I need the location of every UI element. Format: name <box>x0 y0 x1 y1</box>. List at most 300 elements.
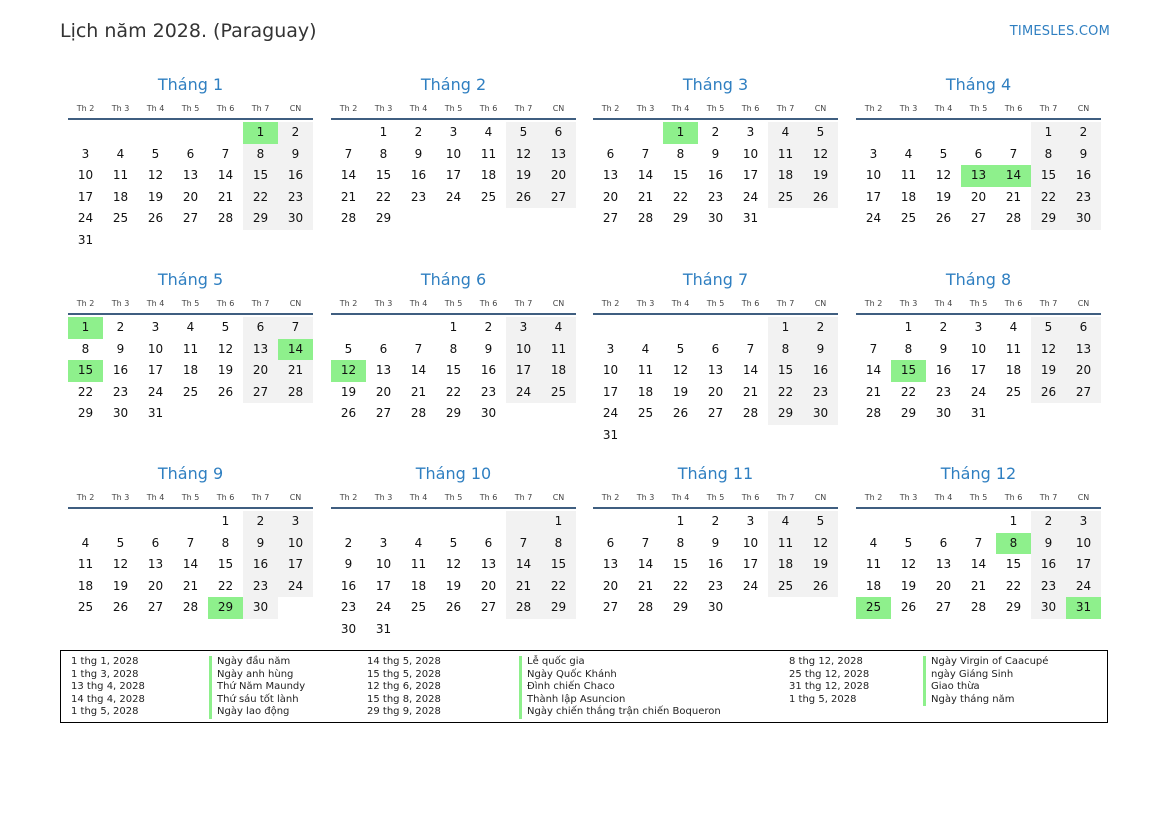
weekday-header <box>593 491 838 509</box>
day-cell: 26 <box>935 211 952 226</box>
site-link[interactable]: TIMESLES.COM <box>1009 24 1110 39</box>
empty-cell <box>103 122 138 144</box>
weekday-label: CN <box>552 104 565 113</box>
day-cell: 8 <box>676 535 685 550</box>
day-cell: 28 <box>865 406 882 421</box>
empty-cell <box>506 511 541 533</box>
weekday-header <box>331 491 576 509</box>
day-cell: 19 <box>217 363 234 378</box>
day-cell: 25 <box>768 187 803 209</box>
days-grid <box>856 122 1101 230</box>
legend-holiday-name: ngày Giáng Sinh <box>923 669 1048 682</box>
weekday-label: Th 3 <box>111 104 130 113</box>
day-cell: 16 <box>935 363 952 378</box>
month-6 <box>331 269 576 425</box>
weekday-header <box>68 102 313 120</box>
day-cell: 30 <box>803 403 838 425</box>
holiday-day-cell: 12 <box>331 360 366 382</box>
month-title: Tháng 2 <box>420 75 487 94</box>
weekday-label: Th 4 <box>671 299 690 308</box>
day-cell: 11 <box>1005 341 1022 356</box>
day-cell: 24 <box>445 189 462 204</box>
day-cell: 20 <box>1066 360 1101 382</box>
day-cell: 15 <box>1031 165 1066 187</box>
day-cell: 31 <box>970 406 987 421</box>
day-cell: 16 <box>707 168 724 183</box>
day-cell: 6 <box>243 317 278 339</box>
holiday-day-cell: 15 <box>891 360 926 382</box>
day-cell: 2 <box>344 535 353 550</box>
day-cell: 19 <box>340 384 357 399</box>
day-cell: 9 <box>278 144 313 166</box>
empty-cell <box>173 122 208 144</box>
day-cell: 12 <box>672 363 689 378</box>
day-cell: 4 <box>1009 320 1018 334</box>
weekday-label: CN <box>814 299 827 308</box>
day-cell: 29 <box>1031 208 1066 230</box>
day-cell: 29 <box>243 208 278 230</box>
day-cell: 26 <box>672 406 689 421</box>
day-cell: 23 <box>340 600 357 615</box>
day-cell: 8 <box>676 146 685 161</box>
day-cell: 19 <box>147 189 164 204</box>
day-cell: 6 <box>974 146 983 161</box>
day-cell: 25 <box>480 189 497 204</box>
day-cell: 27 <box>243 382 278 404</box>
weekday-label: Th 4 <box>409 299 428 308</box>
weekday-label: Th 2 <box>864 299 883 308</box>
day-cell: 12 <box>803 144 838 166</box>
weekday-label: Th 4 <box>934 104 953 113</box>
day-cell: 27 <box>480 600 497 615</box>
day-cell: 25 <box>541 382 576 404</box>
day-cell: 23 <box>480 384 497 399</box>
empty-cell <box>593 122 628 144</box>
day-cell: 17 <box>742 168 759 183</box>
day-cell: 13 <box>707 363 724 378</box>
day-cell: 26 <box>1031 382 1066 404</box>
weekday-header <box>68 491 313 509</box>
day-cell: 1 <box>676 514 685 528</box>
day-cell: 15 <box>541 554 576 576</box>
weekday-label: CN <box>1077 104 1090 113</box>
month-title: Tháng 3 <box>682 75 749 94</box>
day-cell: 17 <box>278 554 313 576</box>
day-cell: 10 <box>278 533 313 555</box>
day-cell: 29 <box>445 406 462 421</box>
day-cell: 6 <box>606 146 615 161</box>
day-cell: 10 <box>742 535 759 550</box>
month-title: Tháng 1 <box>157 75 224 94</box>
day-cell: 25 <box>182 384 199 399</box>
month-2 <box>331 74 576 230</box>
day-cell: 16 <box>1066 165 1101 187</box>
weekday-label: Th 2 <box>864 104 883 113</box>
day-cell: 30 <box>112 406 129 421</box>
empty-cell <box>961 511 996 533</box>
day-cell: 5 <box>803 122 838 144</box>
day-cell: 2 <box>939 320 948 334</box>
day-cell: 18 <box>410 578 427 593</box>
weekday-label: Th 7 <box>1039 493 1058 502</box>
month-12 <box>856 463 1101 619</box>
day-cell: 20 <box>147 578 164 593</box>
day-cell: 26 <box>340 406 357 421</box>
weekday-label: Th 2 <box>339 493 358 502</box>
empty-cell <box>436 511 471 533</box>
day-cell: 2 <box>116 320 125 334</box>
day-cell: 26 <box>803 187 838 209</box>
weekday-label: Th 5 <box>706 104 725 113</box>
day-cell: 20 <box>480 578 497 593</box>
empty-cell <box>331 317 366 339</box>
day-cell: 9 <box>414 146 423 161</box>
day-cell: 11 <box>637 363 654 378</box>
day-cell: 24 <box>375 600 392 615</box>
day-cell: 21 <box>637 578 654 593</box>
day-cell: 15 <box>243 165 278 187</box>
weekday-label: Th 7 <box>1039 299 1058 308</box>
day-cell: 11 <box>768 533 803 555</box>
legend-date: 13 thg 4, 2028 <box>71 681 145 693</box>
day-cell: 14 <box>742 363 759 378</box>
empty-cell <box>593 511 628 533</box>
day-cell: 19 <box>900 578 917 593</box>
day-cell: 13 <box>182 168 199 183</box>
day-cell: 24 <box>742 189 759 204</box>
legend-date: 8 thg 12, 2028 <box>789 656 863 667</box>
day-cell: 25 <box>637 406 654 421</box>
holiday-legend <box>60 650 1108 723</box>
day-cell: 12 <box>1031 339 1066 361</box>
weekday-label: Th 2 <box>339 104 358 113</box>
month-title: Tháng 4 <box>945 75 1012 94</box>
legend-holiday-name: Thứ sáu tốt lành <box>209 694 305 707</box>
weekday-label: Th 4 <box>409 104 428 113</box>
day-cell: 31 <box>742 211 759 226</box>
empty-cell <box>926 511 961 533</box>
day-cell: 6 <box>1066 317 1101 339</box>
day-cell: 9 <box>484 341 493 356</box>
empty-cell <box>68 511 103 533</box>
day-cell: 13 <box>541 144 576 166</box>
day-cell: 25 <box>1005 384 1022 399</box>
weekday-label: Th 4 <box>671 493 690 502</box>
day-cell: 18 <box>900 189 917 204</box>
day-cell: 26 <box>217 384 234 399</box>
weekday-label: Th 3 <box>899 493 918 502</box>
legend-holiday-name: Thứ Năm Maundy <box>209 681 305 694</box>
day-cell: 5 <box>1031 317 1066 339</box>
weekday-label: Th 2 <box>76 104 95 113</box>
day-cell: 3 <box>379 535 388 550</box>
day-cell: 14 <box>506 554 541 576</box>
day-cell: 28 <box>217 211 234 226</box>
day-cell: 7 <box>641 535 650 550</box>
day-cell: 27 <box>1066 382 1101 404</box>
weekday-label: Th 3 <box>111 493 130 502</box>
day-cell: 4 <box>484 125 493 139</box>
day-cell: 6 <box>484 535 493 550</box>
empty-cell <box>663 317 698 339</box>
month-title: Tháng 9 <box>157 464 224 483</box>
day-cell: 12 <box>900 557 917 572</box>
weekday-label: CN <box>289 493 302 502</box>
day-cell: 20 <box>602 189 619 204</box>
day-cell: 7 <box>746 341 755 356</box>
weekday-label: Th 3 <box>636 493 655 502</box>
day-cell: 1 <box>768 317 803 339</box>
day-cell: 16 <box>707 557 724 572</box>
day-cell: 10 <box>970 341 987 356</box>
day-cell: 21 <box>340 189 357 204</box>
empty-cell <box>138 511 173 533</box>
day-cell: 21 <box>410 384 427 399</box>
day-cell: 9 <box>939 341 948 356</box>
day-cell: 11 <box>410 557 427 572</box>
day-cell: 11 <box>900 168 917 183</box>
day-cell: 9 <box>116 341 125 356</box>
weekday-label: Th 2 <box>76 299 95 308</box>
day-cell: 29 <box>541 597 576 619</box>
day-cell: 22 <box>77 384 94 399</box>
weekday-label: Th 3 <box>899 104 918 113</box>
day-cell: 4 <box>81 535 90 550</box>
day-cell: 7 <box>1009 146 1018 161</box>
day-cell: 28 <box>340 211 357 226</box>
day-cell: 15 <box>1005 557 1022 572</box>
day-cell: 15 <box>672 557 689 572</box>
day-cell: 26 <box>112 600 129 615</box>
legend-names-3 <box>923 656 1048 706</box>
day-cell: 28 <box>182 600 199 615</box>
legend-holiday-name: Ngày tháng năm <box>923 694 1048 707</box>
weekday-label: Th 6 <box>479 493 498 502</box>
legend-date: 15 thg 5, 2028 <box>367 668 441 680</box>
weekday-label: Th 3 <box>111 299 130 308</box>
weekday-label: Th 7 <box>251 299 270 308</box>
day-cell: 15 <box>217 557 234 572</box>
weekday-label: Th 6 <box>741 493 760 502</box>
day-cell: 6 <box>606 535 615 550</box>
weekday-header <box>856 491 1101 509</box>
day-cell: 14 <box>217 168 234 183</box>
day-cell: 4 <box>414 535 423 550</box>
day-cell: 2 <box>1031 511 1066 533</box>
day-cell: 5 <box>904 535 913 550</box>
empty-cell <box>331 511 366 533</box>
weekday-label: CN <box>552 493 565 502</box>
day-cell: 16 <box>803 360 838 382</box>
day-cell: 9 <box>711 535 720 550</box>
month-9 <box>68 463 313 619</box>
day-cell: 12 <box>803 533 838 555</box>
empty-cell <box>173 511 208 533</box>
month-title: Tháng 6 <box>420 270 487 289</box>
weekday-label: Th 7 <box>1039 104 1058 113</box>
days-grid <box>593 122 838 230</box>
legend-date: 1 thg 5, 2028 <box>71 706 139 718</box>
day-cell: 2 <box>803 317 838 339</box>
weekday-label: Th 4 <box>671 104 690 113</box>
day-cell: 23 <box>1066 187 1101 209</box>
day-cell: 15 <box>672 168 689 183</box>
day-cell: 23 <box>278 187 313 209</box>
empty-cell <box>331 122 366 144</box>
day-cell: 3 <box>869 146 878 161</box>
day-cell: 31 <box>602 427 619 442</box>
day-cell: 21 <box>217 189 234 204</box>
weekday-label: Th 5 <box>706 299 725 308</box>
day-cell: 19 <box>1031 360 1066 382</box>
weekday-label: Th 7 <box>776 493 795 502</box>
day-cell: 27 <box>602 211 619 226</box>
holiday-day-cell: 15 <box>68 360 103 382</box>
day-cell: 10 <box>77 168 94 183</box>
day-cell: 1 <box>1031 122 1066 144</box>
day-cell: 16 <box>243 554 278 576</box>
weekday-label: Th 5 <box>181 299 200 308</box>
day-cell: 11 <box>768 144 803 166</box>
day-cell: 29 <box>375 211 392 226</box>
day-cell: 1 <box>379 125 388 139</box>
day-cell: 7 <box>278 317 313 339</box>
day-cell: 5 <box>116 535 125 550</box>
day-cell: 28 <box>637 211 654 226</box>
empty-cell <box>926 122 961 144</box>
day-cell: 16 <box>480 363 497 378</box>
day-cell: 11 <box>541 339 576 361</box>
day-cell: 26 <box>147 211 164 226</box>
weekday-label: Th 7 <box>514 104 533 113</box>
empty-cell <box>733 317 768 339</box>
day-cell: 24 <box>970 384 987 399</box>
day-cell: 3 <box>151 320 160 334</box>
legend-holiday-name: Lễ quốc gia <box>519 656 721 669</box>
empty-cell <box>891 511 926 533</box>
day-cell: 13 <box>147 557 164 572</box>
day-cell: 11 <box>182 341 199 356</box>
day-cell: 28 <box>1005 211 1022 226</box>
weekday-label: CN <box>1077 493 1090 502</box>
empty-cell <box>138 122 173 144</box>
day-cell: 1 <box>449 320 458 334</box>
weekday-label: Th 5 <box>181 493 200 502</box>
day-cell: 26 <box>900 600 917 615</box>
day-cell: 21 <box>182 578 199 593</box>
day-cell: 18 <box>768 165 803 187</box>
day-cell: 13 <box>602 168 619 183</box>
day-cell: 20 <box>243 360 278 382</box>
days-grid <box>593 317 838 447</box>
legend-date: 1 thg 3, 2028 <box>71 668 139 680</box>
day-cell: 18 <box>637 384 654 399</box>
day-cell: 24 <box>1066 576 1101 598</box>
legend-holiday-name: Ngày anh hùng <box>209 669 305 682</box>
empty-cell <box>628 122 663 144</box>
month-11 <box>593 463 838 619</box>
weekday-label: Th 3 <box>374 104 393 113</box>
day-cell: 14 <box>182 557 199 572</box>
day-cell: 6 <box>186 146 195 161</box>
month-8 <box>856 269 1101 425</box>
holiday-day-cell: 13 <box>961 165 996 187</box>
day-cell: 28 <box>970 600 987 615</box>
weekday-label: Th 2 <box>76 493 95 502</box>
weekday-header <box>331 297 576 315</box>
month-1 <box>68 74 313 252</box>
legend-dates-3 <box>789 656 869 706</box>
weekday-label: Th 5 <box>969 493 988 502</box>
weekday-label: Th 2 <box>601 104 620 113</box>
day-cell: 12 <box>147 168 164 183</box>
days-grid <box>331 122 576 230</box>
weekday-label: Th 6 <box>216 104 235 113</box>
day-cell: 2 <box>1066 122 1101 144</box>
day-cell: 6 <box>939 535 948 550</box>
holiday-day-cell: 29 <box>208 597 243 619</box>
day-cell: 21 <box>970 578 987 593</box>
day-cell: 8 <box>81 341 90 356</box>
day-cell: 26 <box>445 600 462 615</box>
day-cell: 20 <box>375 384 392 399</box>
day-cell: 9 <box>243 533 278 555</box>
month-title: Tháng 11 <box>677 464 754 483</box>
day-cell: 9 <box>803 339 838 361</box>
day-cell: 4 <box>904 146 913 161</box>
empty-cell <box>698 317 733 339</box>
legend-holiday-name: Ngày Virgin of Caacupé <box>923 656 1048 669</box>
page-title: Lịch năm 2028. (Paraguay) <box>60 20 317 42</box>
day-cell: 2 <box>278 122 313 144</box>
day-cell: 22 <box>375 189 392 204</box>
empty-cell <box>593 317 628 339</box>
month-5 <box>68 269 313 425</box>
weekday-label: Th 7 <box>776 299 795 308</box>
weekday-label: Th 5 <box>969 299 988 308</box>
empty-cell <box>401 317 436 339</box>
day-cell: 7 <box>414 341 423 356</box>
days-grid <box>856 317 1101 425</box>
day-cell: 18 <box>77 578 94 593</box>
day-cell: 7 <box>974 535 983 550</box>
day-cell: 14 <box>410 363 427 378</box>
day-cell: 17 <box>445 168 462 183</box>
weekday-header <box>856 102 1101 120</box>
day-cell: 12 <box>112 557 129 572</box>
day-cell: 25 <box>768 576 803 598</box>
day-cell: 24 <box>602 406 619 421</box>
day-cell: 30 <box>935 406 952 421</box>
day-cell: 22 <box>672 578 689 593</box>
day-cell: 29 <box>77 406 94 421</box>
day-cell: 10 <box>506 339 541 361</box>
day-cell: 30 <box>1031 597 1066 619</box>
day-cell: 20 <box>935 578 952 593</box>
day-cell: 8 <box>379 146 388 161</box>
weekday-label: Th 5 <box>444 104 463 113</box>
day-cell: 20 <box>541 165 576 187</box>
day-cell: 23 <box>803 382 838 404</box>
day-cell: 5 <box>803 511 838 533</box>
legend-holiday-name: Ngày Quốc Khánh <box>519 669 721 682</box>
day-cell: 20 <box>182 189 199 204</box>
day-cell: 12 <box>217 341 234 356</box>
day-cell: 9 <box>1066 144 1101 166</box>
day-cell: 12 <box>935 168 952 183</box>
weekday-label: Th 3 <box>374 299 393 308</box>
weekday-label: Th 6 <box>741 104 760 113</box>
